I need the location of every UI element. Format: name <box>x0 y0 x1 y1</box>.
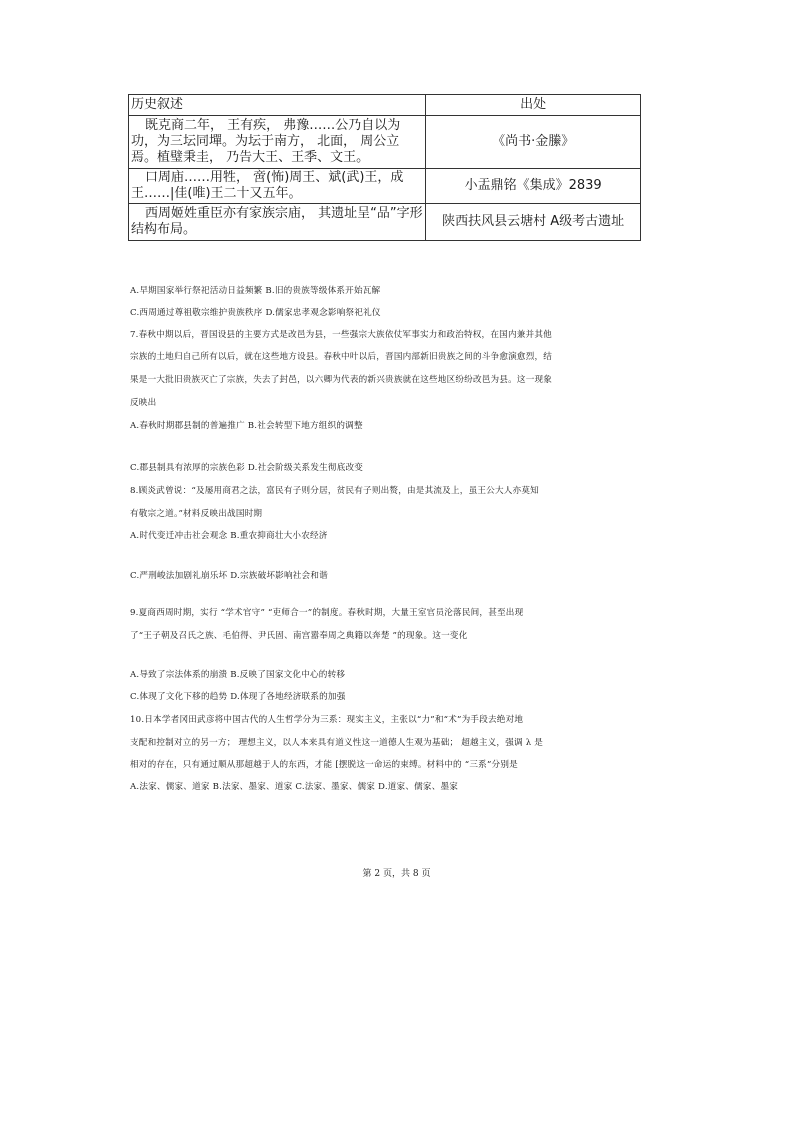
narrative-text: 既克商二年， 王有疾， 弗豫……公乃自以为功，为三坛同墠。为坛于南方， 北面， 周公立焉。植璧秉圭， 乃告大王、王季、文王。 <box>131 118 401 165</box>
table-header-row <box>129 95 641 116</box>
q9-stem-line: 了“王子朝及召氏之族、毛伯得、尹氏固、南宫嚣奉周之典籍以奔楚 ”的现象。这一变化 <box>130 631 468 641</box>
table-row <box>129 169 641 204</box>
row-source: 小盂鼎铭《集成》2839 <box>426 169 641 204</box>
q10-stem-line: 支配和控制对立的另一方； 理想主义，以人本来具有道义性这一道德人生观为基础； 超越主义，强调 λ 是 <box>130 738 544 748</box>
row-narrative <box>129 204 426 241</box>
q7-stem-line: 果是一大批旧贵族灭亡了宗族，失去了封邑，以六卿为代表的新兴贵族就在这些地区纷纷改邑为县。这一现象 <box>130 375 553 385</box>
q8-options-cd: C.严刑峻法加剧礼崩乐坏 D.宗族破坏影响社会和谐 <box>130 571 328 581</box>
row-narrative <box>129 116 426 169</box>
q7-options-ab: A.春秋时期郡县制的普遍推广 B.社会转型下地方组织的调整 <box>130 421 363 431</box>
q7-stem-line: 7.春秋中期以后，晋国设县的主要方式是改邑为县，一些强宗大族依仗军事实力和政治特权，在国内兼并其他 <box>130 330 552 340</box>
q6-options-cd: C.西周通过尊祖敬宗维护贵族秩序 D.儒家忠孝观念影响祭祀礼仪 <box>130 308 381 318</box>
q9-options-ab: A.导致了宗法体系的崩溃 B.反映了国家文化中心的转移 <box>130 670 346 680</box>
q8-options-ab: A.时代变迁冲击社会观念 B.重农抑商壮大小农经济 <box>130 531 328 541</box>
row-source: 陕西扶风县云塘村 A级考古遗址 <box>426 204 641 241</box>
q7-stem-line: 宗族的土地归自己所有以后，就在这些地方设县。春秋中叶以后，晋国内部新旧贵族之间的斗争愈演愈烈，结 <box>130 352 553 362</box>
narrative-text: 西周姬姓重臣亦有家族宗庙， 其遗址呈“品”字形结构布局。 <box>131 206 423 237</box>
q10-stem-line: 10.日本学者冈田武彦将中国古代的人生哲学分为三系：现实主义，主张以“力”和“术”为手段去绝对地 <box>130 715 524 725</box>
q7-stem-line: 反映出 <box>130 398 157 408</box>
source-table <box>128 94 641 241</box>
table-row <box>129 116 641 169</box>
q9-options-cd: C.体现了文化下移的趋势 D.体现了各地经济联系的加强 <box>130 692 346 702</box>
page-number-footer: 第 2 页，共 8 页 <box>362 869 431 879</box>
header-source: 出处 <box>426 95 641 116</box>
narrative-text: 口周庙……用牲， 啻(怖)周王、斌(武)王，成王……|佳(唯)王二十又五年。 <box>131 170 404 201</box>
q8-stem-line: 有敬宗之道。”材料反映出战国时期 <box>130 509 263 519</box>
row-narrative <box>129 169 426 204</box>
q10-stem-line: 相对的存在，只有通过顺从那超越于人的东西，才能 [摆脱这一命运的束缚。材料中的 “三系”分别是 <box>130 760 518 770</box>
q9-stem-line: 9.夏商西周时期，实行 “学术官守” “吏师合一”的制度。春秋时期，大量王室官员沦落民间，甚至出现 <box>130 608 524 618</box>
header-narrative: 历史叙述 <box>129 95 426 116</box>
q6-options-ab: A.早期国家举行祭祀活动日益频繁 B.旧的贵族等级体系开始瓦解 <box>130 286 381 296</box>
row-source: 《尚书·金縢》 <box>426 116 641 169</box>
q10-options: A.法家、儒家、道家 B.法家、墨家、道家 C.法家、墨家、儒家 D.道家、儒家、墨家 <box>130 782 459 792</box>
q8-stem-line: 8.顾炎武曾说：“及屡用商君之法，富民有子则分居，贫民有子则出赘，由是其流及上，虽王公大人亦莫知 <box>130 486 539 496</box>
table-row <box>129 204 641 241</box>
q7-options-cd: C.郡县制具有浓厚的宗族色彩 D.社会阶级关系发生彻底改变 <box>130 463 364 473</box>
